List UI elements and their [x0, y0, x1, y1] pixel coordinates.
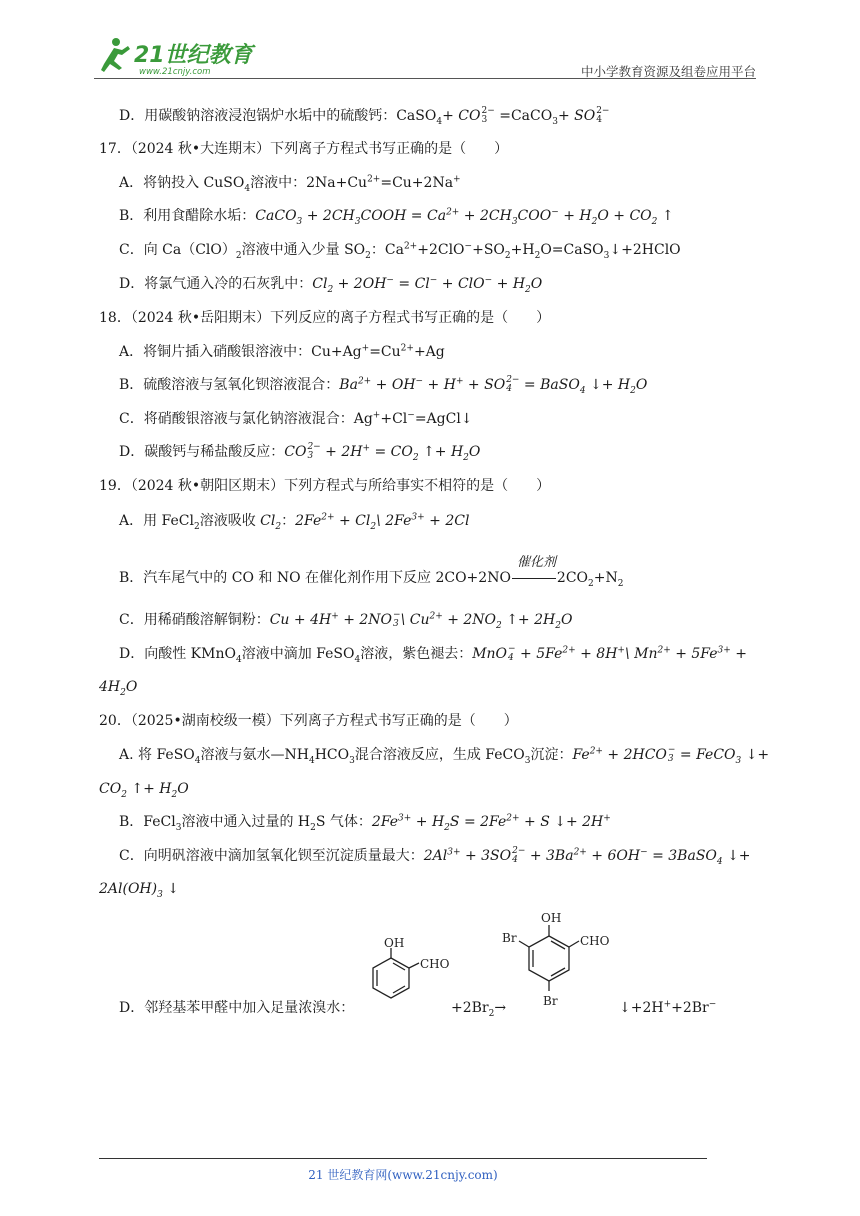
q20-option-b: B．FeCl$_3$溶液中通入过量的 $H_2S$ 气体：$2Fe^{3+} + H_2S = 2Fe^{2+} + S$ ↓+ 2H+ — [119, 813, 611, 833]
q18-option-b: B．硫酸溶液与氢氧化钡溶液混合：$Ba^{2+} + OH^- + H^+$ + SO 2− 4 = BaSO$_4$ ↓+ $H_2O$ — [119, 375, 648, 396]
q18-option-a: A．将铜片插入硝酸银溶液中：$Cu+Ag^+=Cu^{2+}+Ag$ — [119, 343, 445, 360]
q20-stem: 20．（2025•湖南校级一模）下列离子方程式书写正确的是（ ） — [99, 713, 518, 729]
logo-text: 21世纪教育 — [134, 43, 253, 68]
q18-option-c: C．将硝酸银溶液与氯化钠溶液混合：Ag++Cl−=AgCl↓ — [119, 410, 473, 427]
q20-option-c: C．向明矾溶液中滴加氢氧化钡至沉淀质量最大：$2Al^{3+} + 3SO$ 2− 4 + $3Ba^{2+} + 6OH^-$ = 3BaSO$_4$ ↓+ — [119, 846, 751, 867]
q19-option-b: B．汽车尾气中的 CO 和 NO 在催化剂作用下反应 2CO+2NO $2CO_2+N_2$ — [119, 570, 624, 589]
q19-option-c: C．用稀硝酸溶解铜粉：Cu + 4H+ + 2NO − 3 \ $Cu^{2+} + 2NO_2$ ↑+ $2H_2O$ — [119, 610, 573, 631]
oh-label: OH — [384, 936, 405, 950]
q20-option-c-cont: $2Al(OH)_3$ ↓ — [99, 881, 180, 900]
q18-option-d: D．碳酸钙与稀盐酸反应：CO 2− 3 + $2H^+ = CO_2$ ↑+ $H_2O$ — [119, 442, 481, 463]
footer-divider — [99, 1158, 707, 1159]
platform-name: 中小学教育资源及组卷应用平台 — [580, 64, 756, 79]
reaction-arrow — [512, 578, 556, 579]
logo-url: www.21cnjy.com — [139, 67, 211, 77]
q17-option-a: A．将钠投入 CuSO$_4$溶液中：$2Na+Cu^{2+}=Cu+2Na^+$ — [119, 174, 461, 194]
site-logo — [94, 34, 264, 80]
products: ↓+2H++2Br− — [619, 999, 717, 1016]
header-divider — [94, 78, 756, 79]
q17-option-d: D．将氯气通入冷的石灰乳中：$Cl_2 + 2OH^- = Cl^- + ClO^- + H_2O$ — [119, 275, 543, 295]
cho-label-2: CHO — [580, 934, 610, 948]
cho-label: CHO — [420, 957, 450, 971]
q19-stem: 19．（2024 秋•朝阳区期末）下列方程式与所给事实不相符的是（ ） — [99, 478, 551, 494]
q16-option-d: D．用碳酸钠溶液浸泡锅炉水垢中的硫酸钙：CaSO$_4$+ CO 2− 3 =CaCO$_3$+ SO 2− 4 — [119, 106, 610, 127]
dibromosalicylaldehyde-structure — [499, 906, 629, 1018]
q17-stem: 17．（2024 秋•大连期末）下列离子方程式书写正确的是（ ） — [99, 141, 509, 157]
footer-text[interactable]: 21 世纪教育网(www.21cnjy.com) — [308, 1168, 498, 1182]
q18-stem: 18．（2024 秋•岳阳期末）下列反应的离子方程式书写正确的是（ ） — [99, 310, 551, 326]
q17-option-b: B．利用食醋除水垢：CaCO$_3$ + $2CH_3COOH = Ca^{2+} + 2CH_3COO^- + H_2O + CO_2$ ↑ — [119, 207, 674, 227]
q20-option-a: A. 将 FeSO$_4$溶液与氨水$—NH_4HCO_3$混合溶液反应，生成 FeCO$_3$沉淀：$Fe^{2+} + 2HCO$ − 3 = FeCO$_3$ ↓+ — [119, 745, 770, 766]
q20-option-d: D．邻羟基苯甲醛中加入足量浓溴水： — [119, 1000, 355, 1016]
catalyst-label: 催化剂 — [517, 555, 557, 570]
salicylaldehyde-structure — [367, 936, 457, 1016]
reagent-br2: $+2Br_2\to$ — [451, 1000, 507, 1019]
q20-option-a-cont: $CO_2$ ↑+ $H_2O$ — [99, 781, 189, 800]
oh-label-2: OH — [541, 911, 562, 925]
q19-option-d: D．向酸性 KMnO$_4$溶液中滴加 FeSO$_4$溶液，紫色褪去：MnO − 4 + $5Fe^{2+}$ + 8H+\ $Mn^{2+} + 5Fe^{3+}$ + — [119, 644, 748, 665]
q17-option-c: C．向 $Ca(ClO)_2$溶液中通入少量 $SO_2$：$Ca^{2+}+2ClO^-+SO_2+H_2O=CaSO_3↓+2HClO$ — [119, 241, 681, 261]
br-label-1: Br — [502, 931, 517, 945]
q19-option-d-cont: $4H_2O$ — [99, 679, 138, 698]
br-label-2: Br — [543, 994, 558, 1008]
q19-option-a: A．用 FeCl$_2$溶液吸收 $Cl_2$：$2Fe^{2+}$ + $Cl_2\backslash$ $2Fe^{3+} + 2Cl$ — [119, 512, 470, 532]
